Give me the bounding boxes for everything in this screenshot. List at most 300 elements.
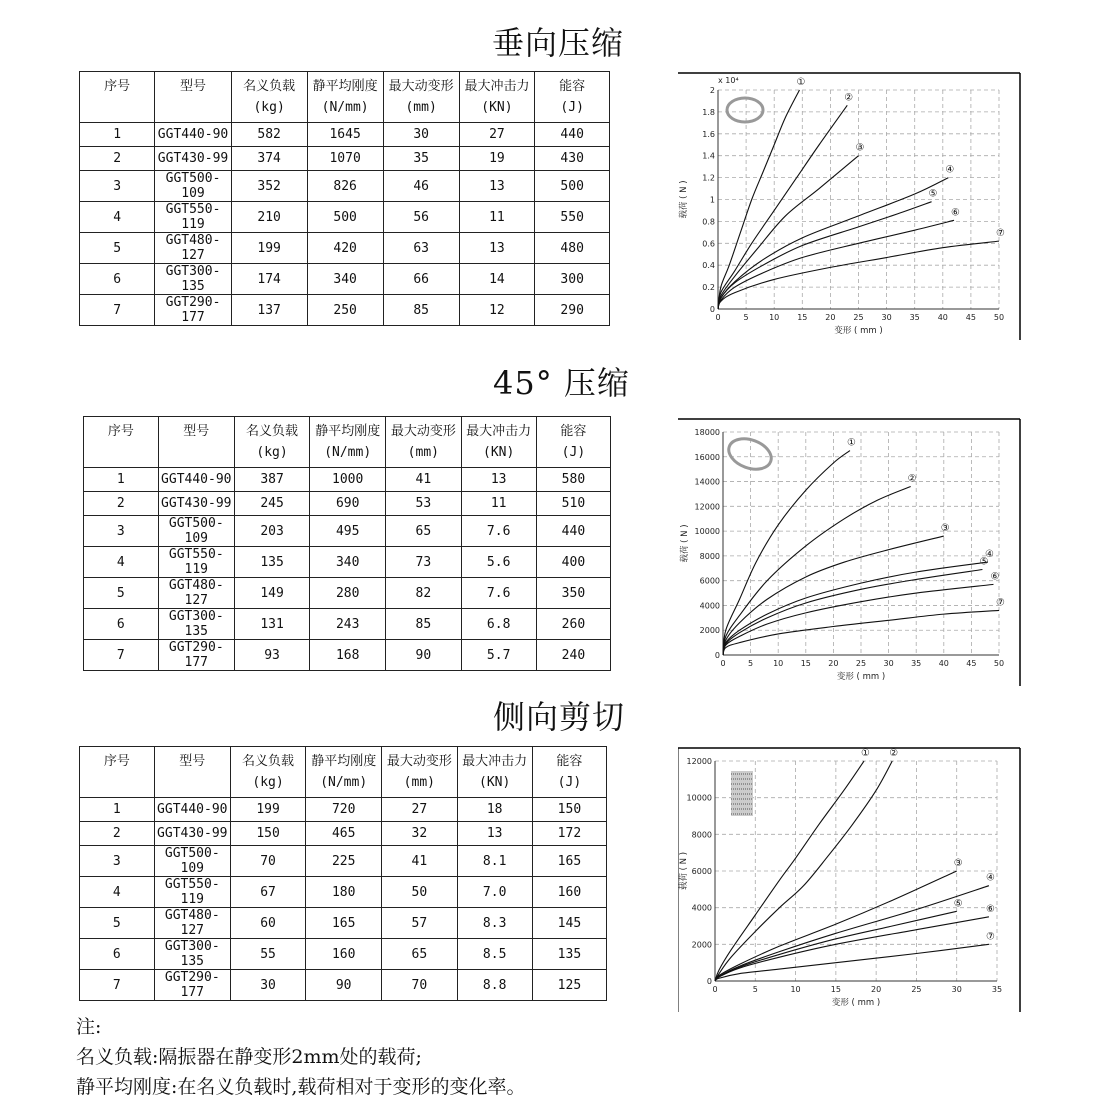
notes xyxy=(76,1012,525,1102)
table-cell: 165 xyxy=(532,846,606,877)
chart-45deg xyxy=(678,418,1023,686)
table-cell: 225 xyxy=(306,846,382,877)
svg-text:1.6: 1.6 xyxy=(702,129,715,139)
svg-text:2: 2 xyxy=(709,86,715,95)
svg-text:12000: 12000 xyxy=(686,757,712,766)
table-cell: 2 xyxy=(80,822,155,846)
table-cell: 340 xyxy=(310,547,386,578)
svg-text:30: 30 xyxy=(883,659,894,668)
table-cell: 352 xyxy=(231,171,307,202)
table-cell: 82 xyxy=(386,578,461,609)
table-cell: 5 xyxy=(84,578,159,609)
table-cell: 66 xyxy=(383,264,459,295)
table-cell: 4 xyxy=(80,202,155,233)
column-header-unit: (mm) xyxy=(403,775,435,790)
section-title-45deg: 45° 压缩 xyxy=(493,364,630,402)
svg-text:0: 0 xyxy=(709,305,715,314)
table-cell: 70 xyxy=(230,846,305,877)
svg-text:35: 35 xyxy=(909,313,920,322)
table-row xyxy=(80,171,610,202)
column-header-label: 静平均刚度 xyxy=(315,424,381,439)
table-cell: GGT440-90 xyxy=(158,468,234,492)
table-cell: 19 xyxy=(459,147,535,171)
series-line xyxy=(718,105,847,309)
svg-text:35: 35 xyxy=(911,659,922,668)
column-header xyxy=(234,417,309,468)
column-header xyxy=(536,417,610,468)
table-cell: 250 xyxy=(307,295,383,326)
svg-text:16000: 16000 xyxy=(694,452,720,462)
svg-text:载荷 ( N ): 载荷 ( N ) xyxy=(679,180,689,219)
series-line xyxy=(718,156,859,309)
svg-text:⑥: ⑥ xyxy=(951,207,961,219)
column-header xyxy=(84,417,159,468)
column-header xyxy=(532,747,606,798)
spec-table-vertical xyxy=(79,71,610,326)
table-cell: 440 xyxy=(536,516,610,547)
svg-text:1.4: 1.4 xyxy=(702,151,715,161)
svg-text:①: ① xyxy=(846,437,856,449)
table-cell: GGT480-127 xyxy=(158,578,234,609)
column-header-label: 名义负载 xyxy=(242,754,295,769)
column-header-label: 最大动变形 xyxy=(388,79,454,94)
table-cell: 430 xyxy=(535,147,610,171)
table-cell: 11 xyxy=(459,202,535,233)
table-cell: 27 xyxy=(382,798,457,822)
table-cell: 420 xyxy=(307,233,383,264)
column-header-label: 型号 xyxy=(180,79,207,94)
table-cell: 7.0 xyxy=(457,877,532,908)
table-cell: GGT290-177 xyxy=(155,295,231,326)
svg-text:20: 20 xyxy=(825,313,836,322)
table-cell: 18 xyxy=(457,798,532,822)
table-cell: 7 xyxy=(80,295,155,326)
table-cell: 60 xyxy=(230,908,305,939)
table-cell: 826 xyxy=(307,171,383,202)
table-row xyxy=(80,877,607,908)
column-header-label: 型号 xyxy=(183,424,210,439)
table-header-row xyxy=(84,417,611,468)
table-cell: 500 xyxy=(535,171,610,202)
column-header-label: 能容 xyxy=(559,79,586,94)
column-header-unit: (mm) xyxy=(407,445,439,460)
svg-text:5: 5 xyxy=(743,313,749,322)
svg-text:0.8: 0.8 xyxy=(702,217,715,227)
column-header xyxy=(80,747,155,798)
svg-text:4000: 4000 xyxy=(691,903,712,913)
table-cell: 2 xyxy=(84,492,159,516)
table-cell: 73 xyxy=(386,547,461,578)
svg-text:1: 1 xyxy=(709,195,715,205)
table-cell: GGT500-109 xyxy=(155,171,231,202)
table-cell: 135 xyxy=(532,939,606,970)
table-cell: 57 xyxy=(382,908,457,939)
table-row xyxy=(80,822,607,846)
table-cell: 5 xyxy=(80,233,155,264)
column-header-unit: (kg) xyxy=(256,445,288,460)
svg-text:⑤: ⑤ xyxy=(953,898,963,910)
svg-text:1.2: 1.2 xyxy=(702,173,715,183)
svg-text:25: 25 xyxy=(911,985,922,994)
column-header xyxy=(310,417,386,468)
column-header-label: 能容 xyxy=(560,424,587,439)
table-cell: 180 xyxy=(306,877,382,908)
table-cell: 149 xyxy=(234,578,309,609)
table-row xyxy=(80,295,610,326)
table-cell: 65 xyxy=(386,516,461,547)
table-cell: 465 xyxy=(306,822,382,846)
svg-text:18000: 18000 xyxy=(694,428,720,437)
column-header-label: 序号 xyxy=(104,79,131,94)
notes-static-stiffness: 静平均刚度:在名义负载时,载荷相对于变形的变化率。 xyxy=(76,1076,526,1098)
svg-text:⑦: ⑦ xyxy=(996,597,1005,609)
svg-text:变形 ( mm ): 变形 ( mm ) xyxy=(834,326,883,336)
svg-text:载荷 ( N ): 载荷 ( N ) xyxy=(679,851,689,891)
table-cell: 30 xyxy=(230,970,305,1001)
table-cell: 168 xyxy=(310,640,386,671)
table-cell: GGT480-127 xyxy=(155,233,231,264)
table-cell: 8.3 xyxy=(457,908,532,939)
table-cell: 4 xyxy=(80,877,155,908)
table-cell: 8.1 xyxy=(457,846,532,877)
table-cell: 300 xyxy=(535,264,610,295)
svg-text:50: 50 xyxy=(993,659,1005,668)
notes-heading: 注: xyxy=(76,1016,102,1038)
table-cell: GGT430-99 xyxy=(158,492,234,516)
table-cell: 400 xyxy=(536,547,610,578)
svg-text:10: 10 xyxy=(769,313,780,322)
spec-table-shear xyxy=(79,746,607,1001)
column-header xyxy=(154,747,230,798)
svg-text:14000: 14000 xyxy=(694,477,720,487)
column-header-label: 静平均刚度 xyxy=(312,79,378,94)
table-cell: 495 xyxy=(310,516,386,547)
table-row xyxy=(80,798,607,822)
table-cell: 374 xyxy=(231,147,307,171)
column-header xyxy=(459,72,535,123)
table-cell: 135 xyxy=(234,547,309,578)
column-header-label: 静平均刚度 xyxy=(311,754,377,769)
table-row xyxy=(84,468,611,492)
table-cell: 440 xyxy=(535,123,610,147)
table-cell: 160 xyxy=(532,877,606,908)
column-header xyxy=(155,72,231,123)
table-cell: 13 xyxy=(459,171,535,202)
table-cell: 240 xyxy=(536,640,610,671)
table-cell: GGT290-177 xyxy=(154,970,230,1001)
table-row xyxy=(84,516,611,547)
svg-text:10: 10 xyxy=(790,985,801,994)
table-cell: 55 xyxy=(230,939,305,970)
table-row xyxy=(80,939,607,970)
column-header-label: 最大动变形 xyxy=(386,754,452,769)
table-cell: 480 xyxy=(535,233,610,264)
table-cell: 550 xyxy=(535,202,610,233)
table-row xyxy=(84,640,611,671)
svg-text:②: ② xyxy=(844,92,854,104)
column-header xyxy=(386,417,461,468)
table-cell: 243 xyxy=(310,609,386,640)
table-cell: 1 xyxy=(80,798,155,822)
column-header xyxy=(535,72,610,123)
svg-text:①: ① xyxy=(796,77,806,88)
table-cell: 1645 xyxy=(307,123,383,147)
table-cell: 387 xyxy=(234,468,309,492)
column-header-unit: (KN) xyxy=(479,775,511,790)
table-row xyxy=(80,123,610,147)
table-cell: 260 xyxy=(536,609,610,640)
svg-text:⑦: ⑦ xyxy=(996,228,1005,240)
svg-text:45: 45 xyxy=(966,659,977,668)
table-cell: 150 xyxy=(532,798,606,822)
table-cell: 7.6 xyxy=(461,578,536,609)
column-header-unit: (N/mm) xyxy=(324,445,372,460)
table-cell: 174 xyxy=(231,264,307,295)
column-header-label: 最大冲击力 xyxy=(464,79,530,94)
table-cell: 65 xyxy=(382,939,457,970)
table-cell: GGT300-135 xyxy=(154,939,230,970)
table-cell: 90 xyxy=(386,640,461,671)
table-cell: 35 xyxy=(383,147,459,171)
column-header-label: 名义负载 xyxy=(246,424,299,439)
svg-text:30: 30 xyxy=(951,985,962,994)
table-cell: 1 xyxy=(80,123,155,147)
table-cell: GGT550-119 xyxy=(158,547,234,578)
table-cell: 245 xyxy=(234,492,309,516)
table-row xyxy=(84,578,611,609)
table-cell: 172 xyxy=(532,822,606,846)
table-cell: GGT550-119 xyxy=(155,202,231,233)
table-cell: GGT480-127 xyxy=(154,908,230,939)
column-header xyxy=(158,417,234,468)
table-cell: 67 xyxy=(230,877,305,908)
svg-text:①: ① xyxy=(861,748,871,759)
spec-table-45deg xyxy=(83,416,611,671)
svg-text:10000: 10000 xyxy=(686,793,712,803)
table-cell: 41 xyxy=(386,468,461,492)
svg-text:25: 25 xyxy=(853,313,864,322)
table-cell: 5.6 xyxy=(461,547,536,578)
table-cell: 690 xyxy=(310,492,386,516)
svg-text:0.6: 0.6 xyxy=(702,239,715,249)
table-cell: 199 xyxy=(231,233,307,264)
column-header xyxy=(457,747,532,798)
table-cell: 14 xyxy=(459,264,535,295)
svg-text:⑤: ⑤ xyxy=(928,188,938,200)
table-cell: 46 xyxy=(383,171,459,202)
table-cell: 582 xyxy=(231,123,307,147)
chart-shear xyxy=(678,747,1023,1012)
column-header-label: 能容 xyxy=(556,754,583,769)
column-header-label: 最大动变形 xyxy=(390,424,456,439)
svg-text:40: 40 xyxy=(937,313,948,322)
column-header-unit: (N/mm) xyxy=(320,775,368,790)
column-header-unit: (N/mm) xyxy=(321,100,369,115)
table-header-row xyxy=(80,72,610,123)
table-row xyxy=(84,547,611,578)
table-row xyxy=(84,492,611,516)
table-cell: 8.8 xyxy=(457,970,532,1001)
svg-text:x 10⁴: x 10⁴ xyxy=(718,76,739,85)
table-cell: 6 xyxy=(80,264,155,295)
column-header-label: 型号 xyxy=(179,754,206,769)
table-cell: 11 xyxy=(461,492,536,516)
table-cell: 350 xyxy=(536,578,610,609)
table-row xyxy=(84,609,611,640)
svg-text:④: ④ xyxy=(985,872,995,884)
table-cell: 2 xyxy=(80,147,155,171)
column-header xyxy=(461,417,536,468)
table-row xyxy=(80,970,607,1001)
column-header xyxy=(80,72,155,123)
column-header-label: 序号 xyxy=(107,424,134,439)
table-cell: 50 xyxy=(382,877,457,908)
table-cell: 580 xyxy=(536,468,610,492)
table-cell: 7 xyxy=(80,970,155,1001)
column-header xyxy=(306,747,382,798)
table-cell: 13 xyxy=(457,822,532,846)
svg-text:⑥: ⑥ xyxy=(985,903,995,915)
table-cell: 53 xyxy=(386,492,461,516)
svg-text:50: 50 xyxy=(993,313,1005,322)
table-cell: GGT500-109 xyxy=(154,846,230,877)
svg-text:变形 ( mm ): 变形 ( mm ) xyxy=(836,672,886,682)
column-header xyxy=(382,747,457,798)
table-cell: 210 xyxy=(231,202,307,233)
table-cell: 56 xyxy=(383,202,459,233)
column-header xyxy=(307,72,383,123)
svg-text:③: ③ xyxy=(940,523,950,535)
table-cell: GGT440-90 xyxy=(154,798,230,822)
table-row xyxy=(80,202,610,233)
table-cell: 280 xyxy=(310,578,386,609)
table-cell: 5 xyxy=(80,908,155,939)
series-line xyxy=(723,487,911,655)
table-cell: 510 xyxy=(536,492,610,516)
column-header-unit: (KN) xyxy=(481,100,513,115)
table-cell: 199 xyxy=(230,798,305,822)
section-title-vertical: 垂向压缩 xyxy=(492,24,625,62)
table-cell: 160 xyxy=(306,939,382,970)
table-cell: 131 xyxy=(234,609,309,640)
table-cell: 290 xyxy=(535,295,610,326)
column-header xyxy=(230,747,305,798)
column-header-label: 最大冲击力 xyxy=(466,424,532,439)
column-header-unit: (mm) xyxy=(405,100,437,115)
table-cell: 500 xyxy=(307,202,383,233)
table-cell: GGT440-90 xyxy=(155,123,231,147)
column-header-unit: (J) xyxy=(557,775,582,790)
svg-text:20: 20 xyxy=(871,985,882,994)
table-cell: 3 xyxy=(80,171,155,202)
table-cell: 7 xyxy=(84,640,159,671)
column-header-label: 名义负载 xyxy=(243,79,296,94)
table-cell: 340 xyxy=(307,264,383,295)
table-cell: 13 xyxy=(459,233,535,264)
svg-text:6000: 6000 xyxy=(691,867,712,876)
svg-text:10000: 10000 xyxy=(694,527,720,537)
svg-text:⑤: ⑤ xyxy=(979,556,989,568)
table-cell: 27 xyxy=(459,123,535,147)
table-cell: 3 xyxy=(80,846,155,877)
table-cell: 90 xyxy=(306,970,382,1001)
column-header-unit: (kg) xyxy=(253,100,285,115)
notes-nominal-load: 名义负载:隔振器在静变形2mm处的载荷; xyxy=(76,1046,422,1068)
svg-text:6000: 6000 xyxy=(699,576,720,586)
table-cell: 85 xyxy=(386,609,461,640)
svg-text:8000: 8000 xyxy=(699,551,720,561)
table-cell: 30 xyxy=(383,123,459,147)
table-cell: 6 xyxy=(84,609,159,640)
table-row xyxy=(80,264,610,295)
svg-text:12000: 12000 xyxy=(694,502,720,512)
svg-text:变形 ( mm ): 变形 ( mm ) xyxy=(831,998,881,1008)
column-header-unit: (kg) xyxy=(252,775,284,790)
table-cell: 4 xyxy=(84,547,159,578)
table-row xyxy=(80,233,610,264)
svg-text:②: ② xyxy=(889,748,899,759)
section-title-shear: 侧向剪切 xyxy=(493,698,626,736)
table-row xyxy=(80,846,607,877)
svg-text:2000: 2000 xyxy=(691,940,712,950)
svg-text:25: 25 xyxy=(855,659,867,668)
column-header-unit: (KN) xyxy=(483,445,515,460)
table-cell: 32 xyxy=(382,822,457,846)
svg-text:0.4: 0.4 xyxy=(702,261,715,271)
svg-text:35: 35 xyxy=(991,985,1003,994)
column-header-label: 序号 xyxy=(103,754,130,769)
svg-text:15: 15 xyxy=(800,659,811,668)
column-header-unit: (J) xyxy=(561,445,586,460)
table-cell: 70 xyxy=(382,970,457,1001)
table-cell: 93 xyxy=(234,640,309,671)
series-line xyxy=(723,562,988,655)
table-cell: 7.6 xyxy=(461,516,536,547)
table-cell: 13 xyxy=(461,468,536,492)
table-header-row xyxy=(80,747,607,798)
svg-text:④: ④ xyxy=(984,549,994,561)
table-cell: GGT430-99 xyxy=(155,147,231,171)
table-cell: 6 xyxy=(80,939,155,970)
svg-text:0: 0 xyxy=(715,313,721,322)
svg-text:⑥: ⑥ xyxy=(990,571,1000,583)
svg-text:③: ③ xyxy=(855,142,865,154)
table-cell: 41 xyxy=(382,846,457,877)
svg-text:5: 5 xyxy=(752,985,758,994)
svg-text:40: 40 xyxy=(938,659,949,668)
svg-text:2000: 2000 xyxy=(699,626,720,636)
svg-text:0: 0 xyxy=(720,659,726,668)
svg-text:0: 0 xyxy=(714,651,720,660)
table-cell: 145 xyxy=(532,908,606,939)
svg-text:15: 15 xyxy=(830,985,841,994)
svg-text:④: ④ xyxy=(945,164,955,176)
table-cell: GGT300-135 xyxy=(155,264,231,295)
table-row xyxy=(80,147,610,171)
table-cell: GGT290-177 xyxy=(158,640,234,671)
table-cell: 125 xyxy=(532,970,606,1001)
svg-text:1.8: 1.8 xyxy=(702,107,715,117)
table-cell: 1070 xyxy=(307,147,383,171)
table-cell: 150 xyxy=(230,822,305,846)
table-cell: 720 xyxy=(306,798,382,822)
table-cell: 6.8 xyxy=(461,609,536,640)
table-cell: 8.5 xyxy=(457,939,532,970)
svg-text:30: 30 xyxy=(881,313,892,322)
svg-text:8000: 8000 xyxy=(691,830,712,840)
table-cell: 1 xyxy=(84,468,159,492)
series-line xyxy=(715,886,989,981)
